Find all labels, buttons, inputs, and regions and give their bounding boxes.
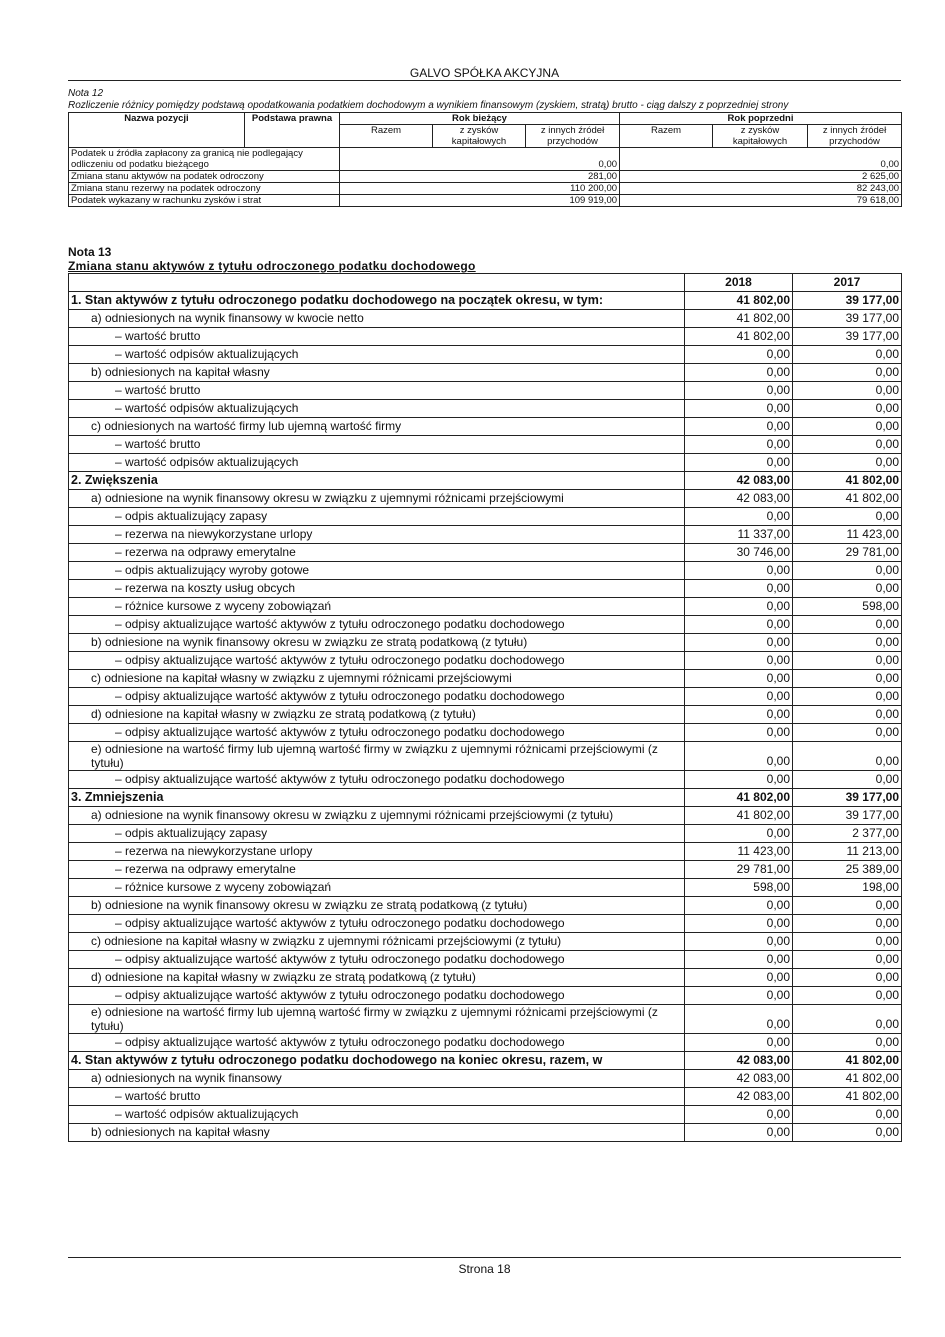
row-label: – wartość brutto [69, 382, 685, 400]
value-2017: 39 177,00 [793, 292, 902, 310]
row-label: d) odniesione na kapitał własny w związku ze stratą podatkową (z tytułu) [69, 706, 685, 724]
row-current: 281,00 [340, 171, 620, 183]
value-2018: 42 083,00 [685, 1052, 793, 1070]
table-row [69, 1034, 902, 1052]
value-2017: 0,00 [793, 1124, 902, 1142]
row-label: a) odniesione na wynik finansowy okresu w związku z ujemnymi różnicami przejściowymi (z tytułu) [69, 807, 685, 825]
value-2017: 0,00 [793, 382, 902, 400]
header-current-year: Rok bieżący [340, 113, 620, 125]
table-row [69, 310, 902, 328]
nota12-subtitle: Rozliczenie różnicy pomiędzy podstawą opodatkowania podatkiem dochodowym a wynikiem finansowym (zyskiem, stratą) brutto - ciąg dalszy z poprzedniej strony [68, 100, 789, 111]
row-label: – odpis aktualizujący zapasy [69, 508, 685, 526]
value-2018: 0,00 [685, 1034, 793, 1052]
header-capital: z zysków kapitałowych [713, 125, 808, 148]
table-row [69, 789, 902, 807]
row-label: c) odniesione na kapitał własny w związku z ujemnymi różnicami przejściowymi [69, 670, 685, 688]
value-2017: 0,00 [793, 400, 902, 418]
table-row [69, 897, 902, 915]
table-row [69, 1052, 902, 1070]
table-row [69, 969, 902, 987]
value-2018: 0,00 [685, 454, 793, 472]
value-2017: 0,00 [793, 951, 902, 969]
value-2018: 0,00 [685, 987, 793, 1005]
table-row [69, 562, 902, 580]
header-basis: Podstawa prawna [245, 113, 340, 148]
value-2017: 29 781,00 [793, 544, 902, 562]
value-2017: 11 423,00 [793, 526, 902, 544]
table-row [69, 454, 902, 472]
row-label: – wartość odpisów aktualizujących [69, 346, 685, 364]
table-row [69, 724, 902, 742]
value-2018: 0,00 [685, 933, 793, 951]
value-2017: 39 177,00 [793, 789, 902, 807]
table-row [69, 843, 902, 861]
row-label: – rezerwa na koszty usług obcych [69, 580, 685, 598]
table-row [69, 508, 902, 526]
value-2018: 41 802,00 [685, 310, 793, 328]
value-2018: 42 083,00 [685, 1070, 793, 1088]
value-2017: 0,00 [793, 969, 902, 987]
nota12-block [68, 88, 901, 112]
value-2018: 0,00 [685, 688, 793, 706]
value-2018: 0,00 [685, 436, 793, 454]
value-2018: 11 423,00 [685, 843, 793, 861]
value-2017: 11 213,00 [793, 843, 902, 861]
value-2017: 0,00 [793, 897, 902, 915]
row-label: e) odniesione na wartość firmy lub ujemną wartość firmy w związku z ujemnymi różnicami przejściowymi (z tytułu) [69, 742, 685, 771]
row-label: – wartość odpisów aktualizujących [69, 1106, 685, 1124]
table-row [69, 807, 902, 825]
row-previous: 79 618,00 [620, 195, 902, 207]
value-2018: 0,00 [685, 951, 793, 969]
value-2017: 0,00 [793, 706, 902, 724]
value-2017: 0,00 [793, 1005, 902, 1034]
value-2018: 0,00 [685, 915, 793, 933]
nota13-title: Nota 13 [68, 245, 112, 259]
row-label: b) odniesione na wynik finansowy okresu w związku ze stratą podatkową (z tytułu) [69, 897, 685, 915]
value-2017: 198,00 [793, 879, 902, 897]
row-current: 109 919,00 [340, 195, 620, 207]
table-row [69, 544, 902, 562]
row-label: – wartość odpisów aktualizujących [69, 400, 685, 418]
table-row [69, 400, 902, 418]
value-2017: 25 389,00 [793, 861, 902, 879]
table-row [69, 292, 902, 310]
row-label: a) odniesionych na wynik finansowy [69, 1070, 685, 1088]
value-2017: 0,00 [793, 508, 902, 526]
value-2018: 41 802,00 [685, 807, 793, 825]
row-label: – wartość brutto [69, 328, 685, 346]
value-2018: 0,00 [685, 580, 793, 598]
nota13-table [68, 273, 902, 1142]
header-other: z innych źródeł przychodów [808, 125, 902, 148]
row-label: b) odniesionych na kapitał własny [69, 1124, 685, 1142]
row-label: – rezerwa na niewykorzystane urlopy [69, 843, 685, 861]
table-row [69, 195, 902, 207]
value-2018: 0,00 [685, 652, 793, 670]
value-2018: 42 083,00 [685, 490, 793, 508]
table-row [69, 364, 902, 382]
row-label: – rezerwa na odprawy emerytalne [69, 544, 685, 562]
value-2018: 0,00 [685, 598, 793, 616]
value-2018: 0,00 [685, 969, 793, 987]
row-label: – odpisy aktualizujące wartość aktywów z tytułu odroczonego podatku dochodowego [69, 987, 685, 1005]
header-2018: 2018 [685, 274, 793, 292]
value-2018: 598,00 [685, 879, 793, 897]
value-2018: 0,00 [685, 1106, 793, 1124]
table-row [69, 526, 902, 544]
value-2018: 0,00 [685, 771, 793, 789]
nota13-subtitle: Zmiana stanu aktywów z tytułu odroczonego podatku dochodowego [68, 259, 476, 273]
header-total: Razem [620, 125, 713, 148]
table-row [69, 915, 902, 933]
table-row [69, 472, 902, 490]
value-2017: 41 802,00 [793, 1088, 902, 1106]
value-2018: 0,00 [685, 1124, 793, 1142]
row-label: – rezerwa na odprawy emerytalne [69, 861, 685, 879]
row-label: – odpisy aktualizujące wartość aktywów z tytułu odroczonego podatku dochodowego [69, 771, 685, 789]
row-label: b) odniesione na wynik finansowy okresu w związku ze stratą podatkową (z tytułu) [69, 634, 685, 652]
nota12-table [68, 112, 902, 207]
row-label: c) odniesionych na wartość firmy lub ujemną wartość firmy [69, 418, 685, 436]
value-2018: 0,00 [685, 742, 793, 771]
header-name: Nazwa pozycji [69, 113, 245, 148]
value-2017: 0,00 [793, 418, 902, 436]
value-2017: 0,00 [793, 670, 902, 688]
row-label: – odpisy aktualizujące wartość aktywów z tytułu odroczonego podatku dochodowego [69, 652, 685, 670]
row-label: Zmiana stanu rezerwy na podatek odroczony [69, 183, 340, 195]
row-label: 4. Stan aktywów z tytułu odroczonego podatku dochodowego na koniec okresu, razem, w [69, 1052, 685, 1070]
row-label: d) odniesione na kapitał własny w związku ze stratą podatkową (z tytułu) [69, 969, 685, 987]
row-label: – odpisy aktualizujące wartość aktywów z tytułu odroczonego podatku dochodowego [69, 951, 685, 969]
value-2017: 0,00 [793, 933, 902, 951]
table-row [69, 346, 902, 364]
value-2018: 0,00 [685, 382, 793, 400]
value-2018: 0,00 [685, 724, 793, 742]
table-row [69, 598, 902, 616]
value-2018: 29 781,00 [685, 861, 793, 879]
value-2017: 0,00 [793, 364, 902, 382]
row-label: – odpisy aktualizujące wartość aktywów z tytułu odroczonego podatku dochodowego [69, 616, 685, 634]
header-2017: 2017 [793, 274, 902, 292]
table-row [69, 879, 902, 897]
row-label: – odpisy aktualizujące wartość aktywów z tytułu odroczonego podatku dochodowego [69, 915, 685, 933]
table-row [69, 652, 902, 670]
row-label: c) odniesione na kapitał własny w związku z ujemnymi różnicami przejściowymi (z tytułu) [69, 933, 685, 951]
table-row [69, 987, 902, 1005]
header-other: z innych źródeł przychodów [526, 125, 620, 148]
value-2017: 0,00 [793, 1106, 902, 1124]
row-label: – różnice kursowe z wyceny zobowiązań [69, 879, 685, 897]
nota13-body [69, 292, 902, 1142]
row-label: – odpisy aktualizujące wartość aktywów z tytułu odroczonego podatku dochodowego [69, 688, 685, 706]
page-footer: Strona 18 [68, 1257, 901, 1276]
value-2017: 39 177,00 [793, 807, 902, 825]
value-2018: 0,00 [685, 364, 793, 382]
value-2017: 39 177,00 [793, 310, 902, 328]
table-row [69, 436, 902, 454]
row-previous: 0,00 [620, 148, 902, 171]
value-2017: 41 802,00 [793, 1052, 902, 1070]
value-2017: 41 802,00 [793, 472, 902, 490]
row-label: – wartość brutto [69, 1088, 685, 1106]
value-2018: 41 802,00 [685, 328, 793, 346]
value-2017: 0,00 [793, 915, 902, 933]
table-row [69, 148, 902, 171]
table-row [69, 951, 902, 969]
value-2017: 0,00 [793, 688, 902, 706]
nota12-body [69, 148, 902, 207]
value-2017: 0,00 [793, 454, 902, 472]
value-2018: 11 337,00 [685, 526, 793, 544]
nota12-title: Nota 12 [68, 88, 104, 99]
value-2018: 0,00 [685, 670, 793, 688]
table-row [69, 418, 902, 436]
table-row [69, 706, 902, 724]
value-2017: 41 802,00 [793, 490, 902, 508]
value-2017: 0,00 [793, 616, 902, 634]
value-2017: 0,00 [793, 652, 902, 670]
row-label: b) odniesionych na kapitał własny [69, 364, 685, 382]
row-label: 2. Zwiększenia [69, 472, 685, 490]
row-label: a) odniesione na wynik finansowy okresu w związku z ujemnymi różnicami przejściowymi [69, 490, 685, 508]
table-row [69, 1124, 902, 1142]
row-label: – wartość odpisów aktualizujących [69, 454, 685, 472]
row-label: – rezerwa na niewykorzystane urlopy [69, 526, 685, 544]
value-2018: 0,00 [685, 616, 793, 634]
table-row [69, 634, 902, 652]
row-label: 3. Zmniejszenia [69, 789, 685, 807]
row-label: – odpisy aktualizujące wartość aktywów z tytułu odroczonego podatku dochodowego [69, 1034, 685, 1052]
value-2017: 0,00 [793, 346, 902, 364]
row-label: – odpis aktualizujący wyroby gotowe [69, 562, 685, 580]
row-label: Zmiana stanu aktywów na podatek odroczony [69, 171, 340, 183]
table-row [69, 328, 902, 346]
row-label: 1. Stan aktywów z tytułu odroczonego podatku dochodowego na początek okresu, w tym: [69, 292, 685, 310]
value-2017: 0,00 [793, 580, 902, 598]
value-2018: 41 802,00 [685, 789, 793, 807]
table-row [69, 1005, 902, 1034]
table-row [69, 490, 902, 508]
row-label: Podatek u źródła zapłacony za granicą nie podlegający odliczeniu od podatku bieżącego [69, 148, 340, 171]
table-row [69, 1106, 902, 1124]
value-2018: 0,00 [685, 1005, 793, 1034]
value-2017: 0,00 [793, 436, 902, 454]
table-row [69, 861, 902, 879]
value-2017: 598,00 [793, 598, 902, 616]
table-row [69, 742, 902, 771]
header-empty [69, 274, 685, 292]
value-2017: 0,00 [793, 987, 902, 1005]
value-2018: 0,00 [685, 562, 793, 580]
header-capital: z zysków kapitałowych [433, 125, 526, 148]
value-2018: 0,00 [685, 400, 793, 418]
value-2018: 0,00 [685, 346, 793, 364]
value-2017: 2 377,00 [793, 825, 902, 843]
value-2018: 42 083,00 [685, 1088, 793, 1106]
value-2017: 0,00 [793, 771, 902, 789]
row-current: 0,00 [340, 148, 620, 171]
table-row [69, 670, 902, 688]
row-label: – odpis aktualizujący zapasy [69, 825, 685, 843]
table-row [69, 580, 902, 598]
table-row [69, 1088, 902, 1106]
value-2018: 0,00 [685, 508, 793, 526]
value-2017: 0,00 [793, 1034, 902, 1052]
value-2017: 0,00 [793, 634, 902, 652]
value-2018: 0,00 [685, 706, 793, 724]
header-rule [68, 80, 901, 81]
row-label: – wartość brutto [69, 436, 685, 454]
table-row [69, 171, 902, 183]
value-2018: 0,00 [685, 897, 793, 915]
value-2018: 41 802,00 [685, 292, 793, 310]
row-label: a) odniesionych na wynik finansowy w kwocie netto [69, 310, 685, 328]
value-2018: 42 083,00 [685, 472, 793, 490]
value-2018: 0,00 [685, 418, 793, 436]
row-current: 110 200,00 [340, 183, 620, 195]
value-2017: 0,00 [793, 742, 902, 771]
table-row [69, 933, 902, 951]
value-2017: 41 802,00 [793, 1070, 902, 1088]
value-2017: 0,00 [793, 724, 902, 742]
row-label: – odpisy aktualizujące wartość aktywów z tytułu odroczonego podatku dochodowego [69, 724, 685, 742]
table-row [69, 1070, 902, 1088]
row-label: Podatek wykazany w rachunku zysków i strat [69, 195, 340, 207]
table-row [69, 688, 902, 706]
table-row [69, 616, 902, 634]
value-2018: 0,00 [685, 825, 793, 843]
table-row [69, 825, 902, 843]
company-header: GALVO SPÓŁKA AKCYJNA [409, 66, 560, 80]
row-previous: 82 243,00 [620, 183, 902, 195]
value-2018: 30 746,00 [685, 544, 793, 562]
table-row [69, 771, 902, 789]
row-label: e) odniesione na wartość firmy lub ujemną wartość firmy w związku z ujemnymi różnicami przejściowymi (z tytułu) [69, 1005, 685, 1034]
value-2017: 0,00 [793, 562, 902, 580]
row-previous: 2 625,00 [620, 171, 902, 183]
table-row [69, 183, 902, 195]
value-2017: 39 177,00 [793, 328, 902, 346]
table-row [69, 382, 902, 400]
header-previous-year: Rok poprzedni [620, 113, 902, 125]
value-2018: 0,00 [685, 634, 793, 652]
header-total: Razem [340, 125, 433, 148]
row-label: – różnice kursowe z wyceny zobowiązań [69, 598, 685, 616]
document-page [68, 0, 901, 1142]
